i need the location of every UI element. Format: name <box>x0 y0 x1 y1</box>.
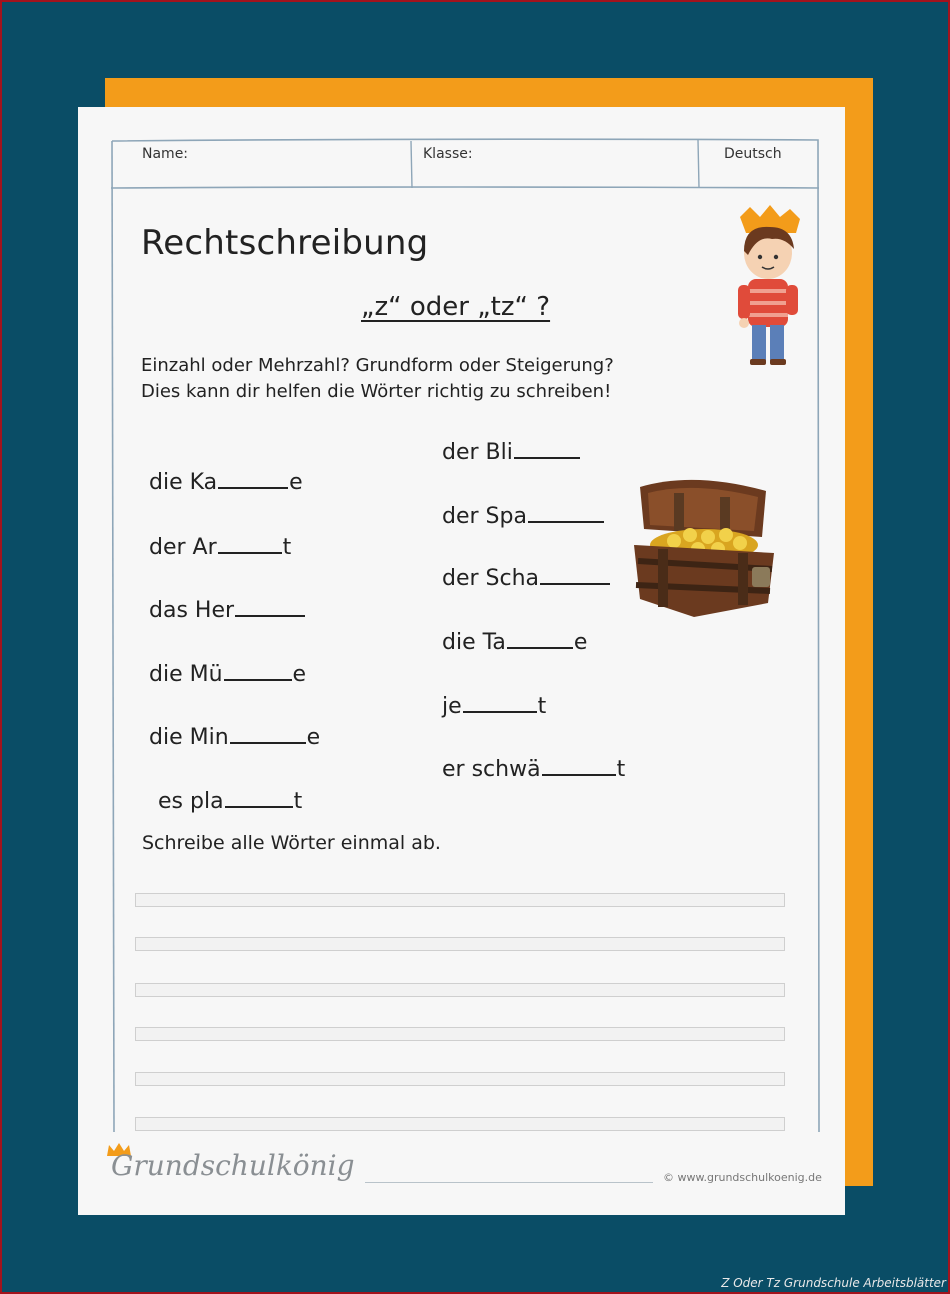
word-item-left-2 <box>149 534 291 560</box>
word-item-right-5 <box>442 693 546 719</box>
intro-line-1: Einzahl oder Mehrzahl? Grundform oder Steigerung? <box>141 355 614 376</box>
boy-illustration <box>726 205 810 367</box>
word-suffix: e <box>289 470 303 495</box>
word-suffix: e <box>306 725 321 750</box>
word-prefix: die Ta <box>442 630 506 655</box>
subject-label: Deutsch <box>724 146 782 162</box>
answer-blank[interactable] <box>542 756 616 776</box>
word-prefix: die Min <box>149 725 229 750</box>
word-item-right-4 <box>442 629 587 655</box>
answer-blank[interactable] <box>463 693 537 713</box>
word-prefix: das Her <box>149 598 235 623</box>
word-suffix: e <box>573 630 588 655</box>
website-label: © www.grundschulkoenig.de <box>663 1171 822 1184</box>
writing-line[interactable] <box>135 1072 785 1086</box>
word-suffix: t <box>616 757 626 782</box>
word-item-right-1 <box>442 439 581 465</box>
worksheet-subtitle: „z“ oder „tz“ ? <box>361 292 551 322</box>
writing-line[interactable] <box>135 937 785 951</box>
footer-divider <box>365 1182 653 1183</box>
word-item-left-3 <box>149 597 306 623</box>
answer-blank[interactable] <box>230 724 306 744</box>
image-caption: Z Oder Tz Grundschule Arbeitsblätter <box>721 1276 946 1290</box>
word-suffix: t <box>293 789 303 814</box>
word-suffix: t <box>537 694 547 719</box>
word-suffix: t <box>282 535 292 560</box>
word-prefix: die Mü <box>149 662 223 687</box>
word-item-left-6 <box>158 788 302 814</box>
word-prefix: die Ka <box>149 470 218 495</box>
word-prefix: der Ar <box>149 535 217 560</box>
worksheet-title: Rechtschreibung <box>141 223 429 263</box>
answer-blank[interactable] <box>528 503 604 523</box>
word-prefix: der Bli <box>442 440 513 465</box>
writing-line[interactable] <box>135 1027 785 1041</box>
answer-blank[interactable] <box>540 565 610 585</box>
word-suffix: e <box>292 662 307 687</box>
writing-line[interactable] <box>135 1117 785 1131</box>
word-item-right-6 <box>442 756 625 782</box>
word-prefix: es pla <box>158 789 224 814</box>
word-prefix: er schwä <box>442 757 541 782</box>
answer-blank[interactable] <box>218 534 282 554</box>
treasure-chest-illustration <box>634 475 774 617</box>
intro-line-2: Dies kann dir helfen die Wörter richtig zu schreiben! <box>141 381 612 402</box>
class-label: Klasse: <box>423 146 473 162</box>
answer-blank[interactable] <box>507 629 573 649</box>
word-prefix: je <box>442 694 462 719</box>
word-item-right-2 <box>442 503 605 529</box>
word-prefix: der Spa <box>442 504 527 529</box>
answer-blank[interactable] <box>225 788 293 808</box>
word-item-left-4 <box>149 661 306 687</box>
word-item-left-5 <box>149 724 320 750</box>
brand-logo: Grundschulkönig <box>111 1149 355 1182</box>
writing-line[interactable] <box>135 893 785 907</box>
answer-blank[interactable] <box>514 439 580 459</box>
writing-line[interactable] <box>135 983 785 997</box>
word-item-left-1 <box>149 469 303 495</box>
name-label: Name: <box>142 146 189 162</box>
instruction-text: Schreibe alle Wörter einmal ab. <box>142 832 441 854</box>
worksheet-page <box>78 107 845 1215</box>
answer-blank[interactable] <box>218 469 288 489</box>
word-item-right-3 <box>442 565 611 591</box>
intro-text <box>141 353 614 405</box>
answer-blank[interactable] <box>224 661 292 681</box>
word-prefix: der Scha <box>442 566 540 591</box>
answer-blank[interactable] <box>235 597 305 617</box>
